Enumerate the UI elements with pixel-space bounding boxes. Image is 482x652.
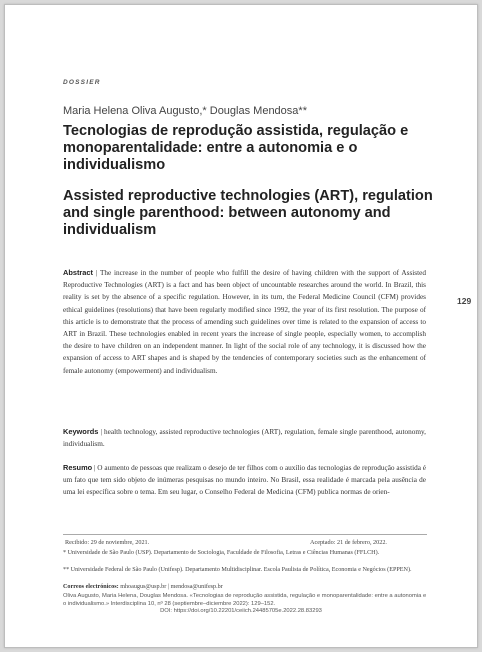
journal-page [4, 4, 478, 648]
resumo-label: Resumo [63, 463, 93, 472]
keywords-text: health technology, assisted reproductive technologies (ART), regulation, female single parenthood, autonomy, individualism. [63, 428, 426, 449]
emails-text[interactable]: mhoaugus@usp.br | mendosa@unifesp.br [120, 584, 223, 590]
resumo: Resumo | O aumento de pessoas que realizam o desejo de ter filhos com o auxílio das tecnologias de reprodução assistida é um fato que tem sido objeto de inúmeras pesquisas no mundo inteiro. No Brasil, essa realidade é marcada pela ausência de uma lei específica sobre o tema. Em seu lugar, o Conselho Federal de Medicina (CFM) publica normas de orien- [63, 463, 426, 497]
doi-link[interactable]: DOI: https://doi.org/10.22201/ceiich.24485705e.2022.28.83293 [160, 608, 322, 614]
authors: Maria Helena Oliva Augusto,* Douglas Mendosa** [63, 105, 307, 117]
abstract-text: The increase in the number of people who fulfill the desire of having children with the support of Assisted Reproductive Technologies (ART) is a fact and has been object of uncountable researches around the world. In Brazil, this reality is set by the absence of a specific regulation. However, in its turn, the Federal Medicine Council (CFM) provides ethical guidelines (resolutions) that have been regularly modified since 1992, the year of its first resolution. The purpose of this article is to demonstrate that the process of amending such guidelines over time is related to the expansion of access to ART in Brazil. These technologies enabled in recent years the increase of single people, especially women, to accomplish the desire to have children on an independent manner. In light of the social role of any technology, it is discussed how the expansion of access to ART shapes and is shaped by the tendencies of contemporary societies such as the enhancement of female autonomy (empowerment) and individualism. [63, 269, 426, 375]
title-english: Assisted reproductive technologies (ART), regulation and single parenthood: between autonomy and individualism [63, 188, 433, 239]
title-portuguese: Tecnologias de reprodução assistida, regulação e monoparentalidade: entre a autonomia e o individualismo [63, 123, 409, 174]
keywords-label: Keywords [63, 427, 99, 436]
footer-divider [63, 534, 427, 535]
emails-label: Correos electrónicos: [63, 584, 119, 590]
citation: Oliva Augusto, Maria Helena, Douglas Mendosa. «Tecnologias de reprodução assistida, regulação e monoparentalidade: entre a autonomia e o individualismo.» Interdisciplina 10, nº 28 (septiembre–diciembre 2022): 129–152. [63, 593, 427, 607]
page-number: 129 [457, 296, 472, 306]
section-label: DOSSIER [63, 79, 101, 86]
abstract: Abstract | The increase in the number of people who fulfill the desire of having children with the support of Assisted Reproductive Technologies (ART) is a fact and has been object of uncountable researches around the world. In Brazil, this reality is set by the absence of a specific regulation. However, in its turn, the Federal Medicine Council (CFM) provides ethical guidelines (resolutions) that have been regularly modified since 1992, the year of its first resolution. The purpose of this article is to demonstrate that the process of amending such guidelines over time is related to the expansion of access to ART in Brazil. These technologies enabled in recent years the increase of single people, especially women, to accomplish the desire to have children on an independent manner. In light of the social role of any technology, it is discussed how the expansion of access to ART shapes and is shaped by the tendencies of contemporary societies such as the enhancement of female autonomy (empowerment) and individualism. [63, 268, 426, 375]
footnote-affiliation-2: ** Universidade Federal de São Paulo (Unifesp). Departamento Multidisciplinar. Escola Paulista de Política, Economia e Negócios (EPPEN). [63, 567, 412, 573]
abstract-label: Abstract [63, 268, 93, 277]
resumo-text: O aumento de pessoas que realizam o desejo de ter filhos com o auxílio das tecnologias de reprodução assistida é um fato que tem sido objeto de inúmeras pesquisas no mundo inteiro. No Brasil, essa realidade é marcada pela ausência de uma lei específica sobre o tema. Em seu lugar, o Conselho Federal de Medicina (CFM) publica normas de orien- [63, 464, 426, 497]
author-emails [63, 583, 433, 592]
received-date: Recibido: 29 de noviembre, 2021. [65, 539, 150, 546]
keywords: Keywords | health technology, assisted reproductive technologies (ART), regulation, female single parenthood, autonomy, individualism. [63, 427, 426, 449]
footnote-affiliation-1: * Universidade de São Paulo (USP). Departamento de Sociologia, Faculdade de Filosofia, Letras e Ciências Humanas (FFLCH). [63, 550, 380, 556]
accepted-date: Aceptado: 21 de febrero, 2022. [310, 539, 387, 546]
